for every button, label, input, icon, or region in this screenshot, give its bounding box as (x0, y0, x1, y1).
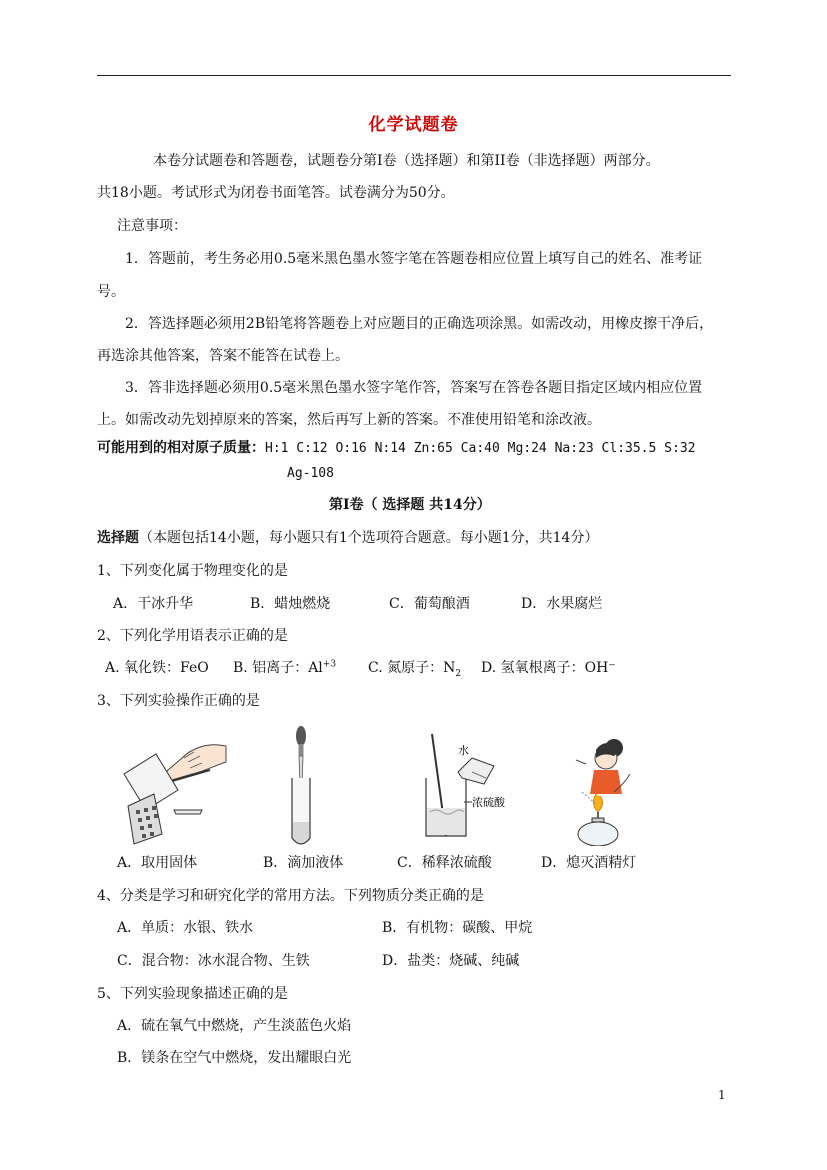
page-number: 1 (718, 1088, 726, 1102)
atomic-mass-values: H:1 C:12 O:16 N:14 Zn:65 Ca:40 Mg:24 Na:23 Cl:35.5 S:32 (265, 441, 696, 456)
notice-item-1: 1．答题前，考生务必用0.5毫米黑色墨水签字笔在答题卷相应位置上填写自己的姓名、准考证 (125, 251, 703, 267)
notice-item-1-cont: 号。 (97, 284, 125, 300)
question-3-option-a: A．取用固体 (117, 855, 198, 871)
section-instructions-text: （本题包括14小题，每小题只有1个选项符合题意。每小题1分，共14分） (139, 530, 599, 546)
question-5-stem: 5、下列实验现象描述正确的是 (97, 986, 288, 1002)
question-4-option-a: A．单质：水银、铁水 (117, 920, 254, 936)
question-1-option-c: C．葡萄酿酒 (389, 596, 470, 612)
question-5-option-b: B．镁条在空气中燃烧，发出耀眼白光 (117, 1050, 352, 1066)
question-1-option-d: D．水果腐烂 (521, 596, 603, 612)
header-rule (97, 75, 731, 76)
question-2-option-b-charge: +3 (322, 659, 337, 670)
figure-water-label: 水 (458, 745, 469, 757)
question-2-option-c-text: C. 氮原子：N (368, 660, 456, 676)
question-2-option-c (368, 657, 461, 679)
notice-heading: 注意事项： (117, 218, 187, 234)
atomic-mass-label: 可能用到的相对原子质量： (97, 440, 265, 456)
question-2-stem: 2、下列化学用语表示正确的是 (97, 628, 288, 644)
question-3-option-b: B．滴加液体 (263, 855, 344, 871)
question-4-stem: 4、分类是学习和研究化学的常用方法。下列物质分类正确的是 (97, 888, 484, 904)
section-instructions-label: 选择题 (97, 530, 139, 546)
question-4-option-d: D．盐类：烧碱、纯碱 (382, 953, 520, 969)
question-4-option-c: C．混合物：冰水混合物、生铁 (117, 953, 310, 969)
notice-item-3: 3．答非选择题必须用0.5毫米黑色墨水签字笔作答，答案写在答卷各题目指定区域内相应位置 (125, 380, 703, 396)
question-3-option-d: D．熄灭酒精灯 (541, 855, 637, 871)
figure-dropping-liquid (284, 722, 318, 850)
section-title: 第Ⅰ卷（ 选择题 共14分） (329, 497, 491, 513)
figure-diluting-acid (420, 732, 520, 844)
question-1-option-a: A．干冰升华 (113, 596, 194, 612)
figure-extinguishing-lamp (560, 734, 660, 846)
intro-line-1: 本卷分试题卷和答题卷，试题卷分第Ⅰ卷（选择题）和第II卷（非选择题）两部分。 (153, 153, 660, 169)
question-1-stem: 1、下列变化属于物理变化的是 (97, 563, 288, 579)
figure-acid-label: 浓硫酸 (472, 797, 505, 809)
question-2-option-c-subscript: 2 (455, 668, 462, 679)
figure-taking-solid (118, 736, 230, 848)
question-2-option-b (233, 657, 336, 677)
question-3-stem: 3、下列实验操作正确的是 (97, 693, 260, 709)
question-2-option-b-text: B. 铝离子：Al (233, 660, 323, 676)
notice-item-2: 2．答选择题必须用2B铅笔将答题卷上对应题目的正确选项涂黑。如需改动，用橡皮擦干净后， (125, 316, 714, 332)
question-1-option-b: B．蜡烛燃烧 (250, 596, 331, 612)
atomic-mass-values-2: Ag-108 (287, 466, 334, 481)
page-title: 化学试题卷 (368, 115, 459, 135)
question-2-option-d: D. 氢氧根离子：OH⁻ (481, 660, 616, 676)
question-3-option-c: C．稀释浓硫酸 (397, 855, 492, 871)
question-2-option-a: A. 氧化铁：FeO (105, 660, 209, 676)
notice-item-2-cont: 再选涂其他答案，答案不能答在试卷上。 (97, 348, 349, 364)
question-4-option-b: B．有机物：碳酸、甲烷 (382, 920, 533, 936)
intro-line-2: 共18小题。考试形式为闭卷书面笔答。试卷满分为50分。 (97, 185, 455, 201)
question-5-option-a: A．硫在氧气中燃烧，产生淡蓝色火焰 (117, 1018, 352, 1034)
atomic-mass-line (97, 437, 695, 457)
notice-item-3-cont: 上。如需改动先划掉原来的答案，然后再写上新的答案。不准使用铅笔和涂改液。 (97, 412, 601, 428)
section-instructions (97, 527, 598, 547)
